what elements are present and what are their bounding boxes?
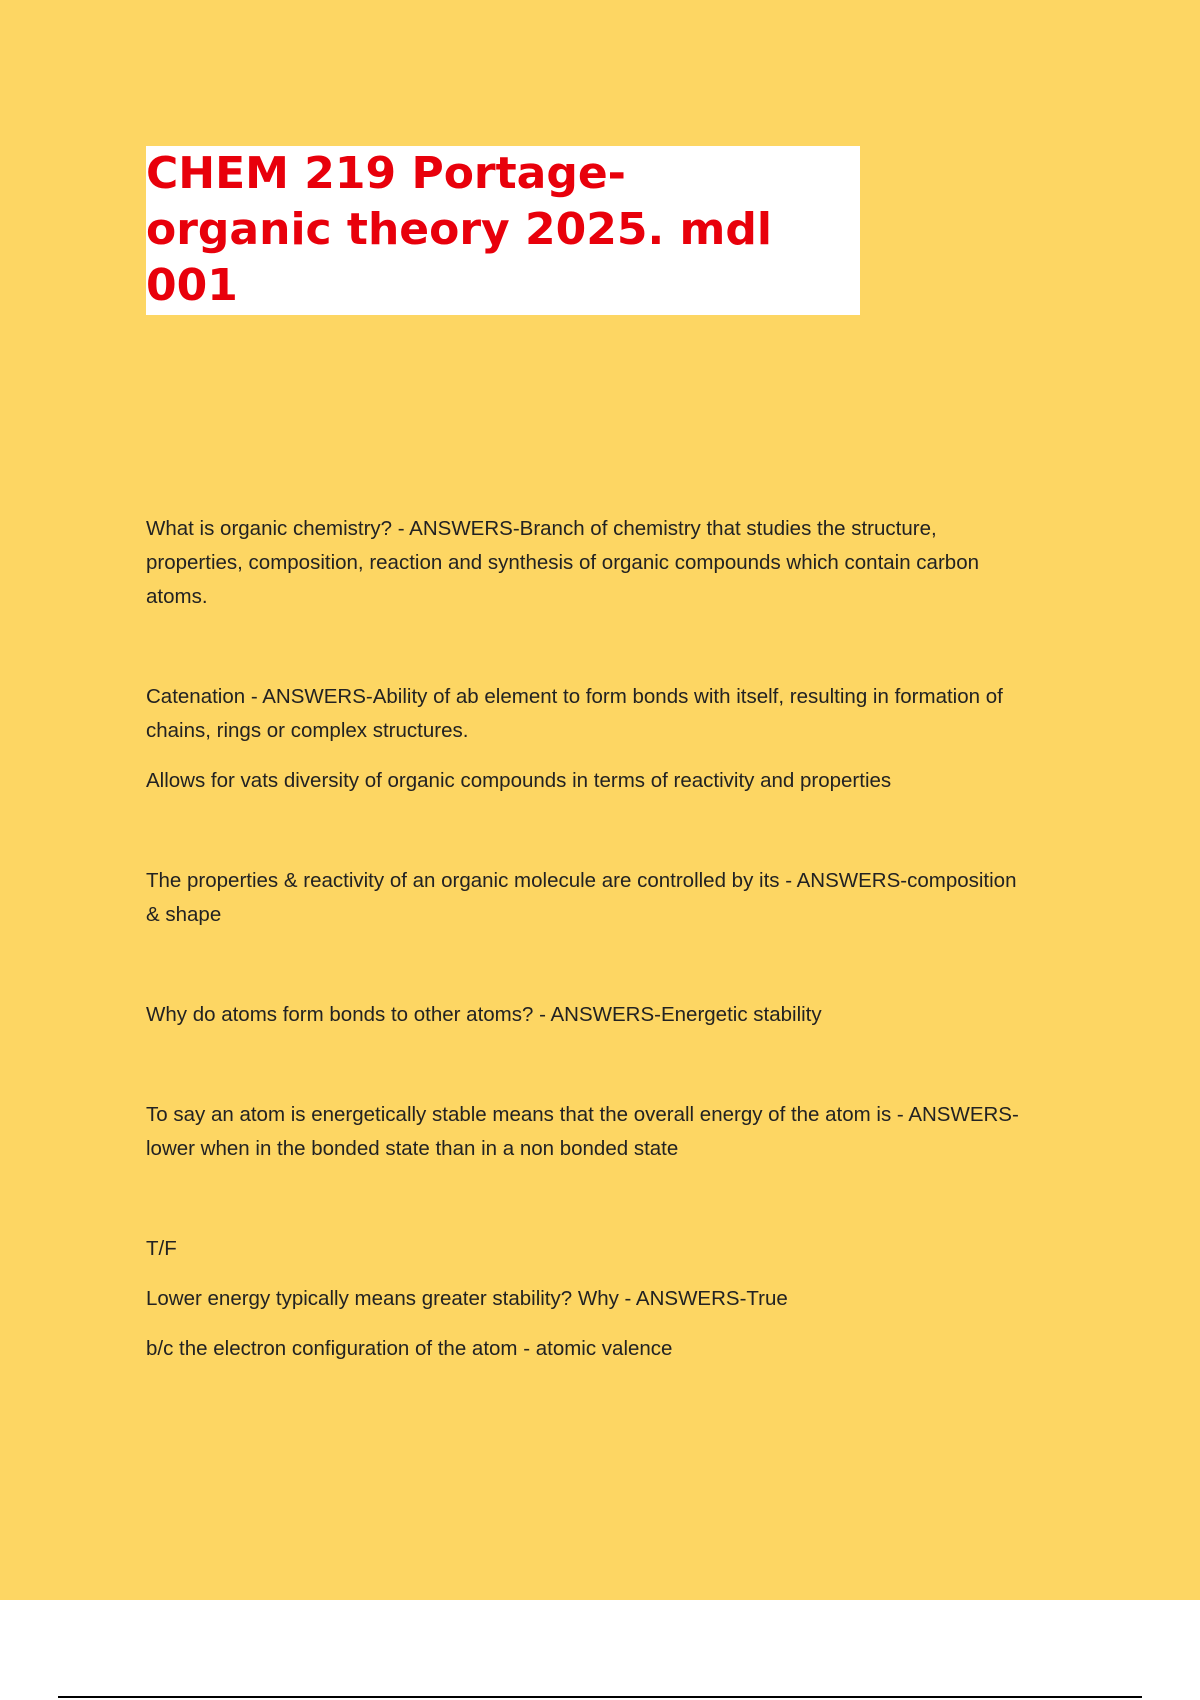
footer-divider xyxy=(58,1696,1142,1698)
qa-block-energetic-stability xyxy=(146,1098,1086,1166)
title-line-3: 001 xyxy=(146,260,238,311)
text-line: What is organic chemistry? - ANSWERS-Branch of chemistry that studies the structure, xyxy=(146,517,937,540)
qa-block-organic-chemistry xyxy=(146,512,1086,614)
text-line: atoms. xyxy=(146,585,208,608)
title-line-2: organic theory 2025. mdl xyxy=(146,204,772,255)
text-line: Lower energy typically means greater stability? Why - ANSWERS-True xyxy=(146,1287,788,1310)
text-line: & shape xyxy=(146,903,222,926)
text-line: T/F xyxy=(146,1237,177,1260)
title-box xyxy=(146,146,860,315)
qa-content xyxy=(146,512,1086,1366)
text-line: chains, rings or complex structures. xyxy=(146,719,469,742)
qa-block-catenation xyxy=(146,680,1086,798)
text-line: Catenation - ANSWERS-Ability of ab element to form bonds with itself, resulting in formation of xyxy=(146,685,1003,708)
qa-block-properties-reactivity xyxy=(146,864,1086,932)
text-line: The properties & reactivity of an organic molecule are controlled by its - ANSWERS-composition xyxy=(146,869,1017,892)
title-line-1: CHEM 219 Portage- xyxy=(146,148,626,199)
qa-block-true-false xyxy=(146,1232,1086,1366)
text-line: lower when in the bonded state than in a non bonded state xyxy=(146,1137,679,1160)
text-line: Why do atoms form bonds to other atoms? - ANSWERS-Energetic stability xyxy=(146,1003,822,1026)
text-line: properties, composition, reaction and synthesis of organic compounds which contain carbon xyxy=(146,551,979,574)
text-line: b/c the electron configuration of the atom - atomic valence xyxy=(146,1337,673,1360)
qa-block-why-bonds xyxy=(146,998,1086,1032)
text-line: To say an atom is energetically stable means that the overall energy of the atom is - ANSWERS- xyxy=(146,1103,1019,1126)
text-line: Allows for vats diversity of organic compounds in terms of reactivity and properties xyxy=(146,769,892,792)
